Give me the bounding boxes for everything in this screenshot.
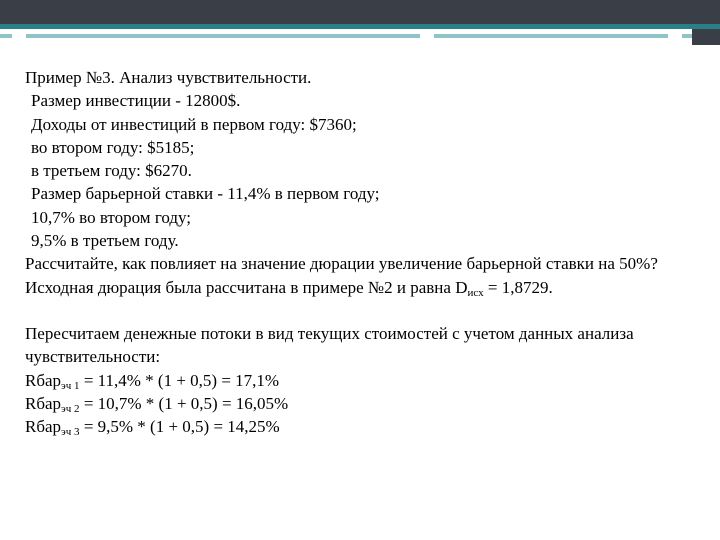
rate-symbol: Rбар [25, 370, 62, 390]
initial-duration [25, 276, 705, 299]
example-title: Пример №3. Анализ чувствительности. [25, 68, 312, 87]
header-stripe-gap [420, 34, 434, 38]
rate-formula-1 [25, 369, 705, 392]
barrier-rate-year-2: 10,7% во втором году; [31, 207, 192, 227]
initial-duration-value: = 1,8729. [483, 277, 553, 297]
header-bar [0, 0, 720, 24]
paragraph-spacer [25, 299, 705, 322]
header-corner [692, 29, 720, 45]
investment-size: Размер инвестиции - 12800$. [31, 91, 241, 111]
rate-subscript: эч 1 [61, 379, 80, 392]
barrier-rate-year-3: 9,5% в третьем году. [31, 231, 179, 251]
header-stripe-gap [668, 34, 682, 38]
rate-subscript: эч 2 [61, 402, 80, 415]
slide-body [25, 66, 705, 438]
income-year-2: во втором году: $5185; [31, 137, 195, 157]
barrier-rate-year-1: Размер барьерной ставки - 11,4% в первом году; [31, 184, 380, 204]
rate-symbol: Rбар [25, 417, 62, 437]
rate-calculation: = 10,7% * (1 + 0,5) = 16,05% [79, 393, 289, 413]
income-year-3: в третьем году: $6270. [31, 161, 192, 181]
header-stripe-gap [12, 34, 26, 38]
rate-calculation: = 9,5% * (1 + 0,5) = 14,25% [79, 417, 280, 437]
header-light-stripe [0, 34, 720, 38]
rate-symbol: Rбар [25, 393, 62, 413]
initial-duration-subscript: исх [467, 286, 484, 299]
rate-subscript: эч 3 [61, 426, 80, 439]
rate-formula-2 [25, 392, 705, 415]
initial-duration-text: Исходная дюрация была рассчитана в примере №2 и равна D [25, 277, 468, 297]
income-year-1: Доходы от инвестиций в первом году: $7360; [31, 114, 357, 134]
rate-formula-3 [25, 415, 705, 438]
recalculation-intro: Пересчитаем денежные потоки в вид текущих стоимостей с учетом данных анализа чувствительности: [25, 323, 634, 367]
rate-calculation: = 11,4% * (1 + 0,5) = 17,1% [79, 370, 280, 390]
task-question: Рассчитайте, как повлияет на значение дюрации увеличение барьерной ставки на 50%? [25, 254, 658, 274]
